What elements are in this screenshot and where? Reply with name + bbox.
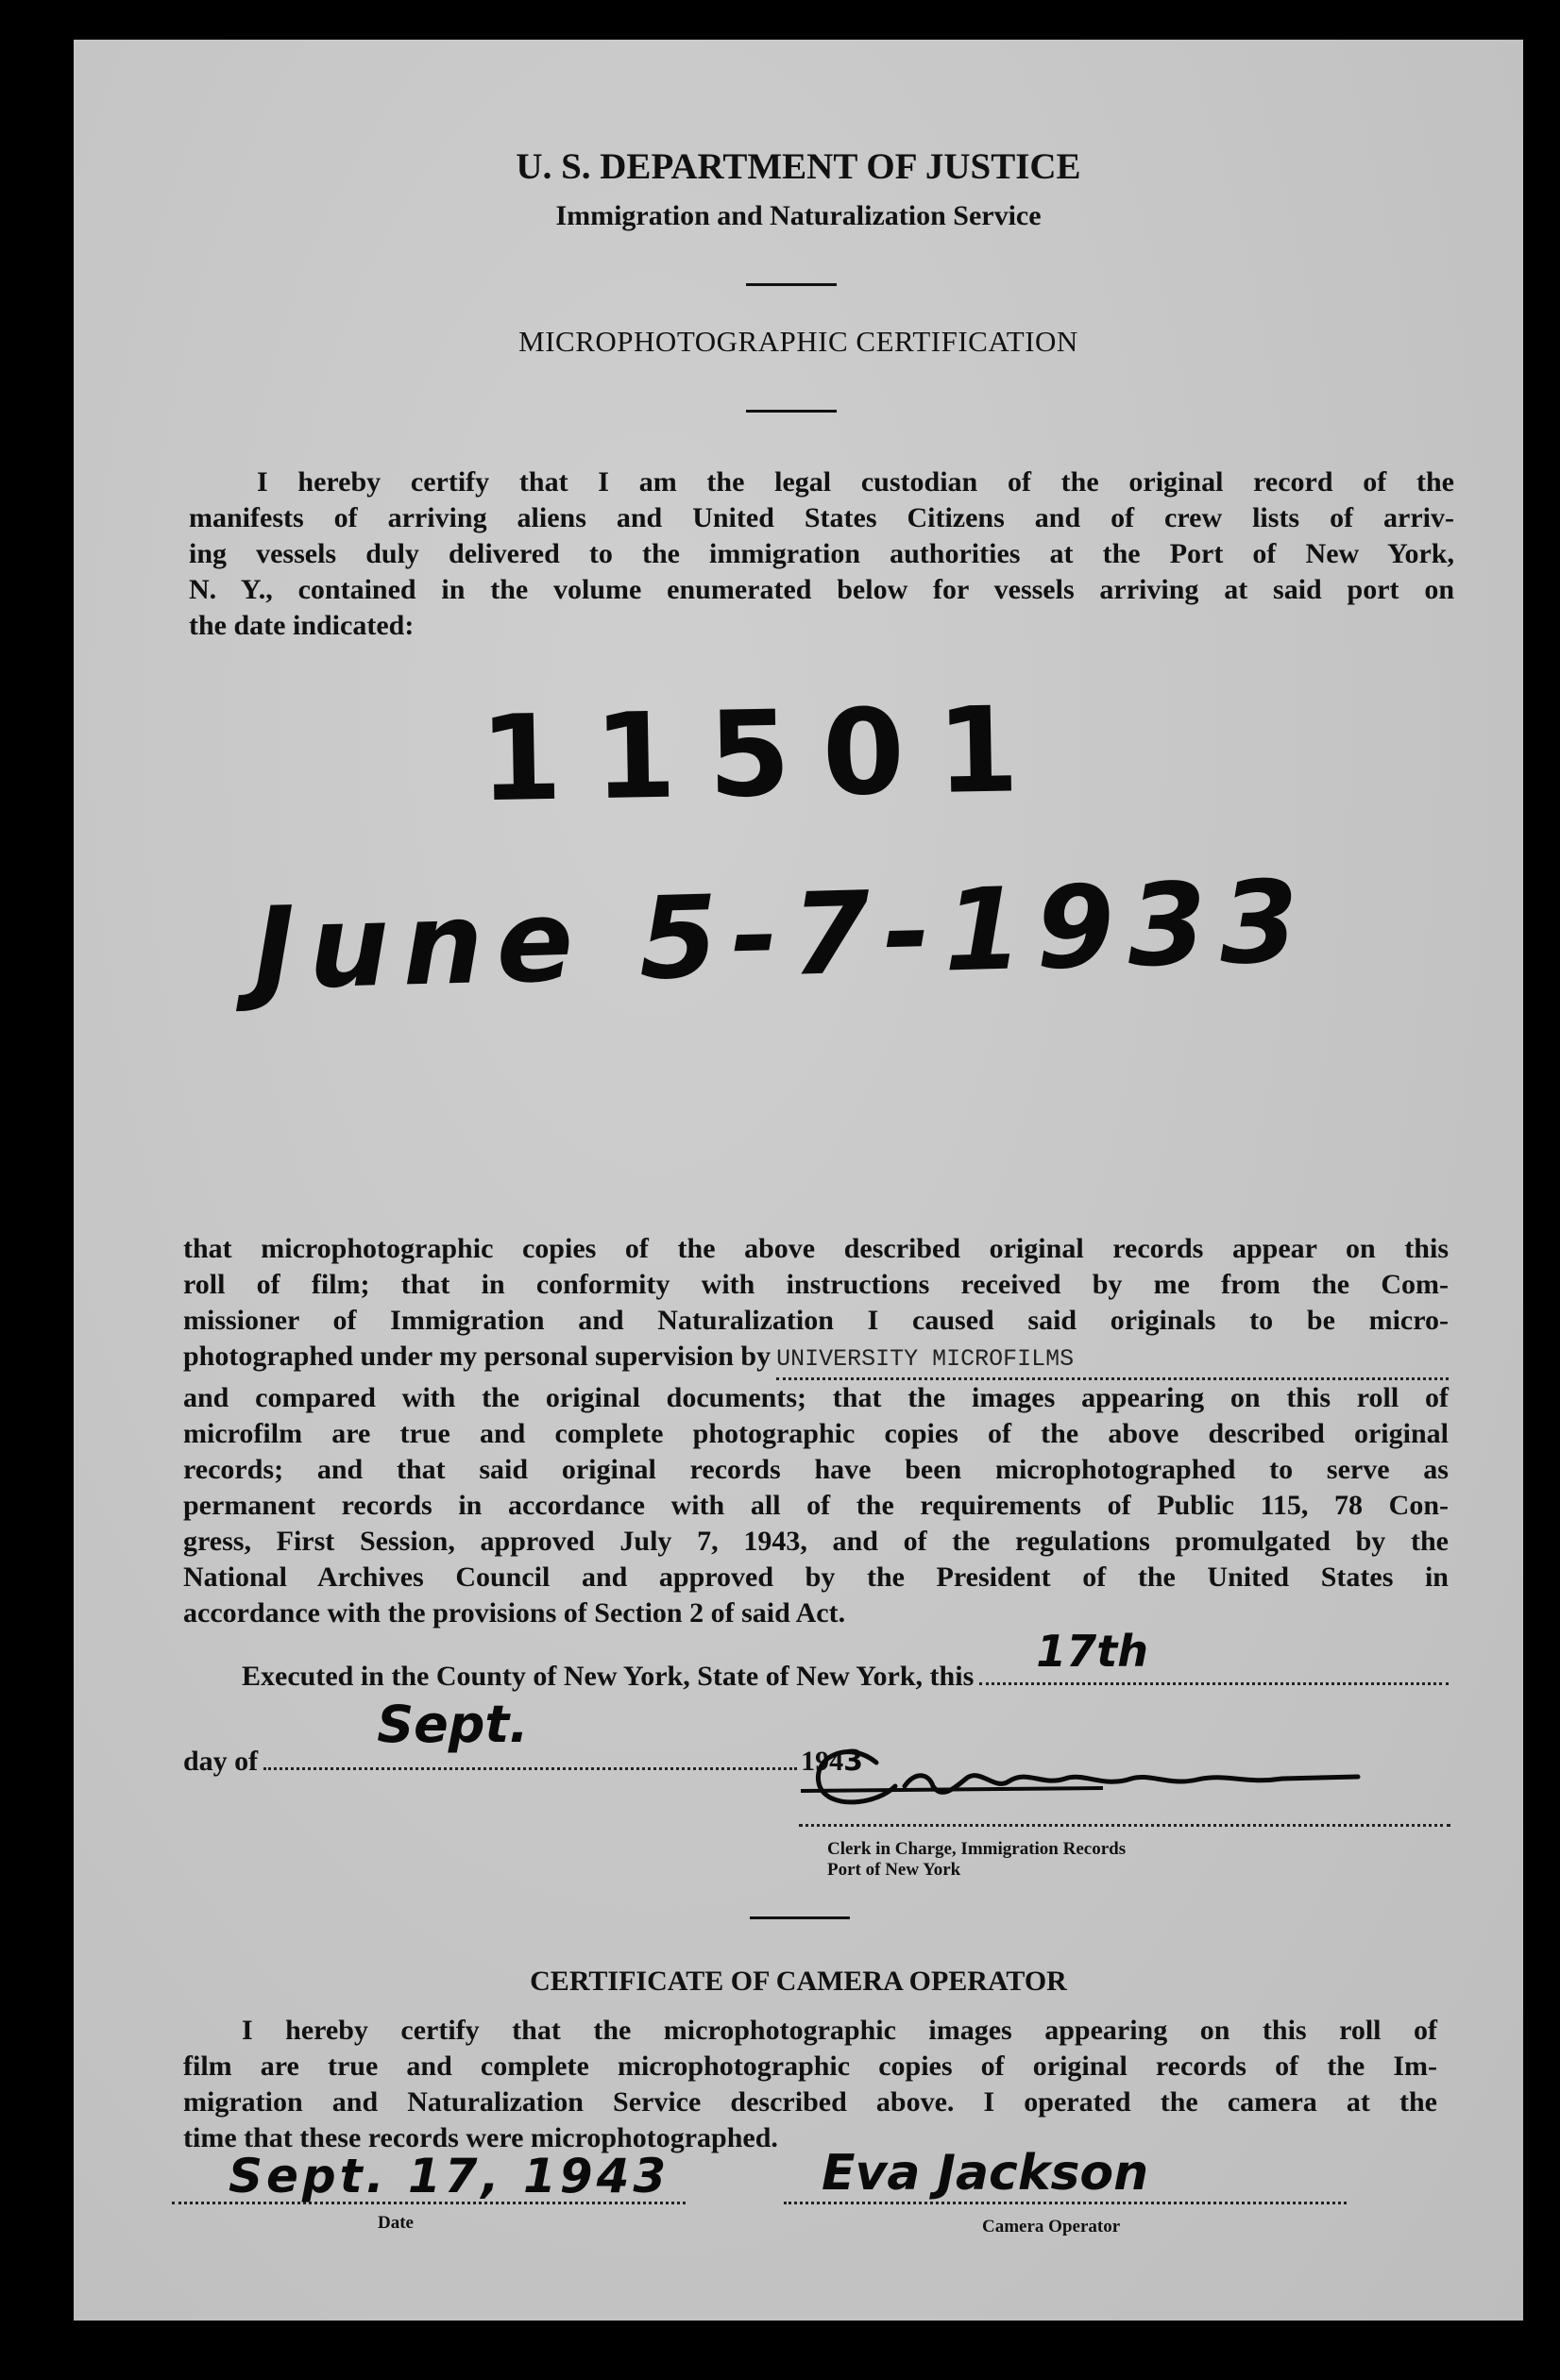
executed-line: [242, 1626, 1449, 1695]
body-line: missioner of Immigration and Naturalization I caused said originals to be micro-: [183, 1305, 1449, 1336]
camera-operator-label: Camera Operator: [982, 2217, 1121, 2237]
camera-line: I hereby certify that the microphotographic images appearing on this roll of: [242, 2015, 1437, 2046]
photographed-by-prefix: photographed under my personal supervision by: [183, 1341, 772, 1372]
divider: [750, 1916, 850, 1919]
camera-operator-title: CERTIFICATE OF CAMERA OPERATOR: [530, 1966, 1067, 1997]
camera-line: film are true and complete microphotographic copies of original records of the Im-: [183, 2051, 1437, 2082]
executed-day-value: 17th: [1036, 1626, 1149, 1677]
body-line: permanent records in accordance with all of the requirements of Public 115, 78 Con-: [183, 1490, 1449, 1521]
photographed-by-line: [183, 1339, 1449, 1380]
service-subheading: Immigration and Naturalization Service: [555, 200, 1042, 231]
intro-paragraph: [189, 464, 1454, 644]
body-line: and compared with the original documents; that the images appearing on this roll of: [183, 1382, 1449, 1413]
camera-operator-paragraph: [183, 2013, 1437, 2156]
photographed-by-field: [776, 1339, 1449, 1380]
camera-line: migration and Naturalization Service described above. I operated the camera at the: [183, 2086, 1437, 2118]
clerk-title-line: Port of New York: [827, 1860, 961, 1880]
camera-date-value: Sept. 17, 1943: [229, 2149, 670, 2203]
body-line: gress, First Session, approved July 7, 1943, and of the regulations promulgated by the: [183, 1526, 1449, 1557]
clerk-signature-line: [799, 1824, 1450, 1827]
divider: [746, 283, 837, 286]
day-of-value: Sept.: [377, 1695, 529, 1754]
body-line: microfilm are true and complete photographic copies of the above described original: [183, 1418, 1449, 1449]
executed-prefix: Executed in the County of New York, State of New York, this: [242, 1661, 975, 1692]
clerk-title-line: Clerk in Charge, Immigration Records: [827, 1839, 1127, 1859]
divider: [746, 410, 837, 413]
intro-line: N. Y., contained in the volume enumerated below for vessels arriving at said port on: [189, 574, 1454, 605]
camera-operator-signature-line: [784, 2145, 1347, 2204]
handwritten-volume-date: June 5-7-1933: [251, 856, 1314, 1016]
handwritten-volume-number: 11501: [478, 681, 1053, 829]
body-line: National Archives Council and approved by the President of the United States in: [183, 1561, 1449, 1593]
body-line: roll of film; that in conformity with instructions received by me from the Com-: [183, 1269, 1449, 1300]
day-of-label: day of: [183, 1746, 259, 1777]
department-heading: U. S. DEPARTMENT OF JUSTICE: [516, 146, 1081, 187]
clerk-title: [827, 1839, 1126, 1881]
camera-date-label: Date: [378, 2213, 414, 2233]
body-paragraph: [183, 1231, 1449, 1631]
document-page: [74, 40, 1523, 2321]
executed-day-field: [979, 1626, 1449, 1685]
camera-date-field: [172, 2149, 686, 2204]
intro-line: manifests of arriving aliens and United States Citizens and of crew lists of arriv-: [189, 502, 1454, 533]
certification-title: MICROPHOTOGRAPHIC CERTIFICATION: [518, 325, 1078, 358]
body-line: records; and that said original records have been microphotographed to serve as: [183, 1454, 1449, 1485]
clerk-signature: [791, 1720, 1396, 1824]
photographed-by-value: UNIVERSITY MICROFILMS: [776, 1345, 1075, 1373]
camera-operator-signature: Eva Jackson: [822, 2145, 1149, 2202]
intro-line: ing vessels duly delivered to the immigration authorities at the Port of New York,: [189, 538, 1454, 569]
intro-line: the date indicated:: [189, 610, 415, 641]
intro-line: I hereby certify that I am the legal custodian of the original record of the: [257, 466, 1454, 498]
year-value: 3: [843, 1745, 863, 1778]
body-line: that microphotographic copies of the above described original records appear on this: [183, 1233, 1449, 1264]
year-prefix: 194: [801, 1746, 844, 1777]
camera-line: time that these records were microphotographed.: [183, 2122, 778, 2153]
body-line: accordance with the provisions of Section 2 of said Act.: [183, 1597, 846, 1629]
day-of-field: [263, 1695, 797, 1770]
day-of-line: [183, 1695, 863, 1780]
